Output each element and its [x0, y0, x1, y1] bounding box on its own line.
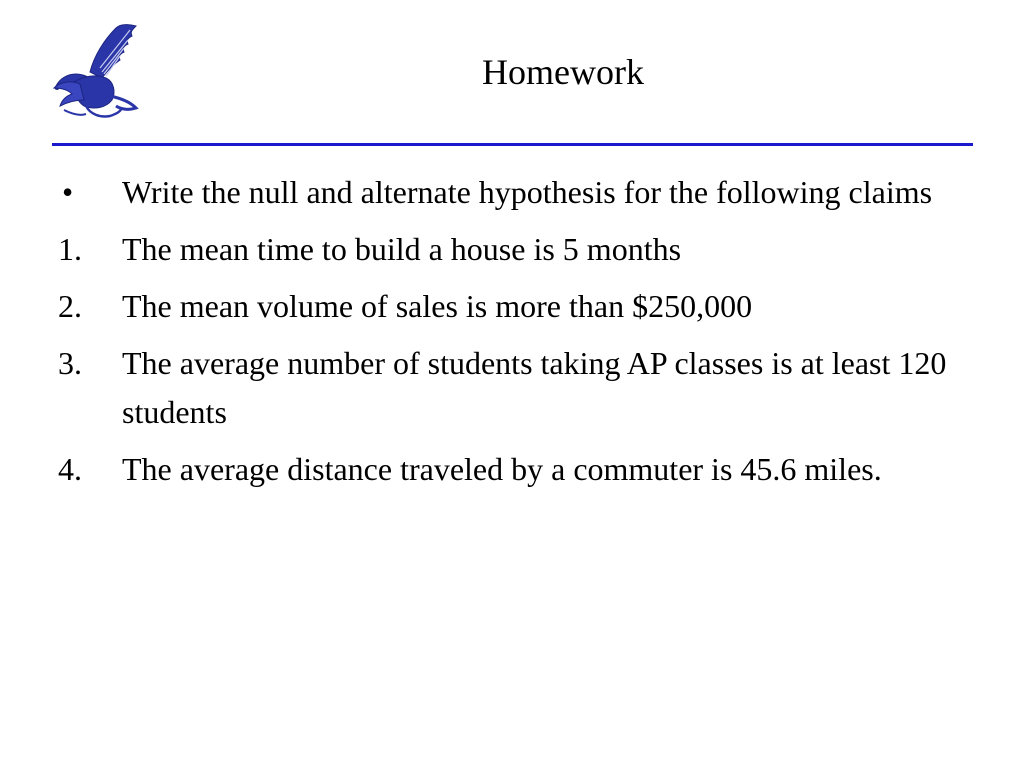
list-item — [54, 339, 984, 437]
list-item-text: Write the null and alternate hypothesis for the following claims — [122, 174, 933, 210]
list-item-text: The mean volume of sales is more than $250,000 — [122, 288, 753, 324]
number-marker: 1. — [58, 231, 82, 267]
number-marker: 4. — [58, 451, 82, 487]
number-marker: 2. — [58, 288, 82, 324]
list-item — [54, 445, 984, 494]
title-area — [0, 0, 1024, 140]
content-list — [54, 168, 984, 502]
list-item-text: The average distance traveled by a commuter is 45.6 miles. — [122, 451, 882, 487]
bullet-marker: • — [62, 174, 74, 210]
number-marker: 3. — [58, 345, 82, 381]
list-item-text: The mean time to build a house is 5 months — [122, 231, 682, 267]
slide-title: Homework — [482, 52, 644, 92]
list-item — [54, 225, 984, 274]
list-item-text: The average number of students taking AP classes is at least 120 students — [122, 345, 947, 430]
title-divider — [52, 143, 973, 146]
list-item — [54, 282, 984, 331]
list-item — [54, 168, 984, 217]
